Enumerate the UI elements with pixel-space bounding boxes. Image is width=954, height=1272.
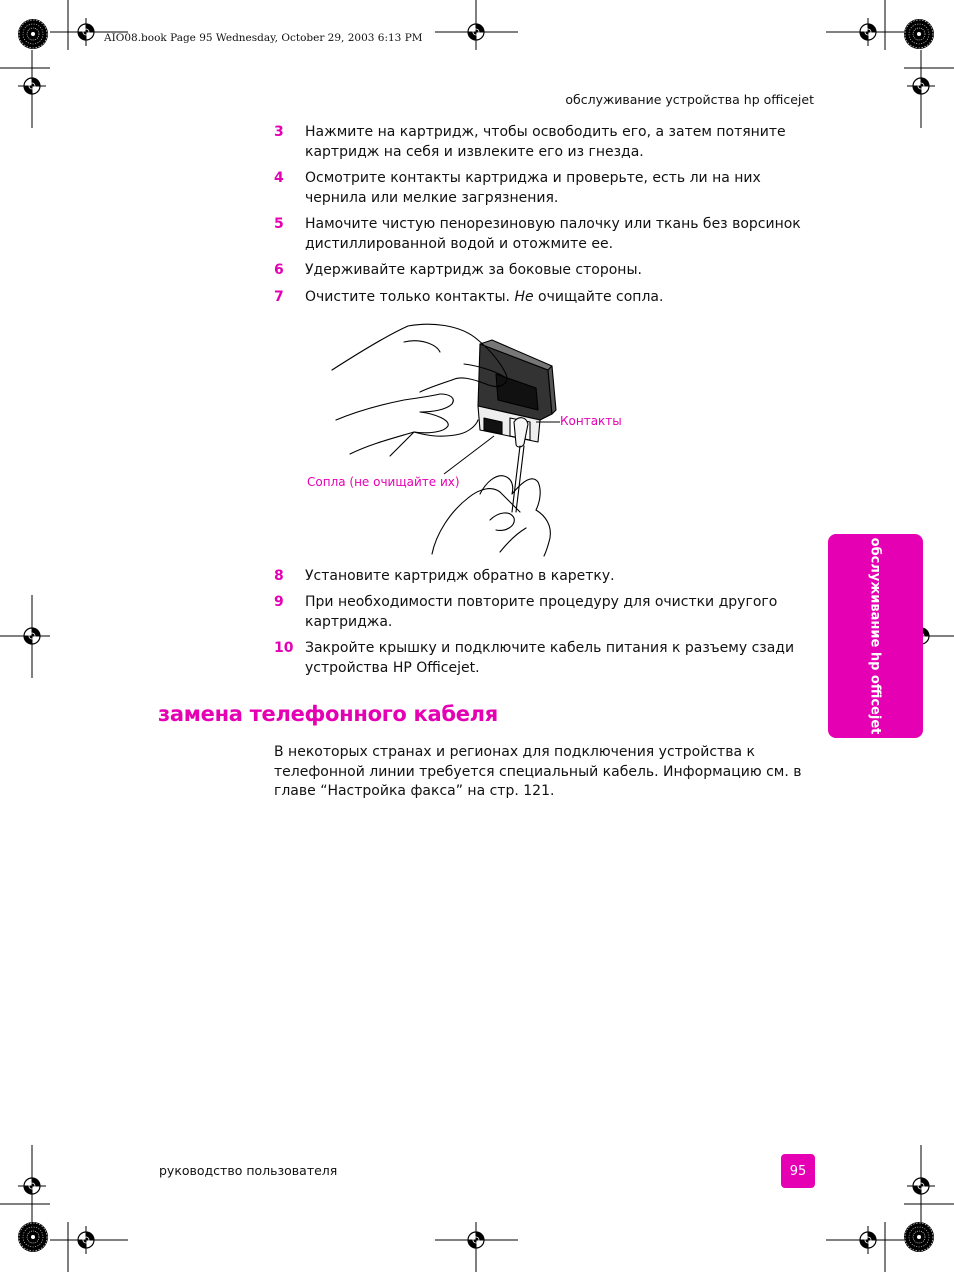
step-number: 9	[274, 594, 284, 610]
step-number: 5	[274, 216, 284, 232]
section-body: В некоторых странах и регионах для подключения устройства к телефонной линии требуется специальный кабель. Информацию см. в главе “Настройка факса” на стр. 121.	[274, 744, 802, 799]
step-number: 4	[274, 170, 284, 186]
step-text-before: Очистите только контакты.	[305, 289, 515, 305]
step-number: 7	[274, 289, 284, 305]
label-contacts: Контакты	[560, 414, 622, 428]
step-text	[305, 287, 819, 307]
step-text: Установите картридж обратно в каретку.	[305, 568, 615, 584]
label-nozzles: Сопла (не очищайте их)	[307, 475, 460, 489]
step-number: 6	[274, 262, 284, 278]
step-number: 8	[274, 568, 284, 584]
step-text-after: очищайте сопла.	[533, 289, 664, 305]
running-head: обслуживание устройства hp officejet	[565, 92, 814, 107]
side-tab-label: обслуживание hp officejet	[867, 537, 883, 735]
step-text: Нажмите на картридж, чтобы освободить его, а затем потяните картридж на себя и извлеките его из гнезда.	[305, 124, 786, 160]
step-text: При необходимости повторите процедуру для очистки другого картриджа.	[305, 594, 778, 630]
step-number: 3	[274, 124, 284, 140]
footer-text: руководство пользователя	[159, 1163, 338, 1178]
cartridge-cleaning-illustration	[300, 322, 630, 557]
step-text: Закройте крышку и подключите кабель питания к разъему сзади устройства HP Officejet.	[305, 640, 795, 676]
side-tab	[828, 534, 923, 738]
step-text-emphasis: Не	[514, 289, 534, 305]
step-number: 10	[274, 640, 294, 656]
page-number: 95	[781, 1154, 815, 1188]
step-text: Осмотрите контакты картриджа и проверьте, есть ли на них чернила или мелкие загрязнения.	[305, 170, 761, 206]
step-text: Намочите чистую пенорезиновую палочку или ткань без ворсинок дистиллированной водой и отожмите ее.	[305, 216, 801, 252]
section-title: замена телефонного кабеля	[158, 702, 498, 726]
print-marker: AIO08.book Page 95 Wednesday, October 29, 2003 6:13 PM	[104, 32, 423, 44]
step-text: Удерживайте картридж за боковые стороны.	[305, 262, 642, 278]
